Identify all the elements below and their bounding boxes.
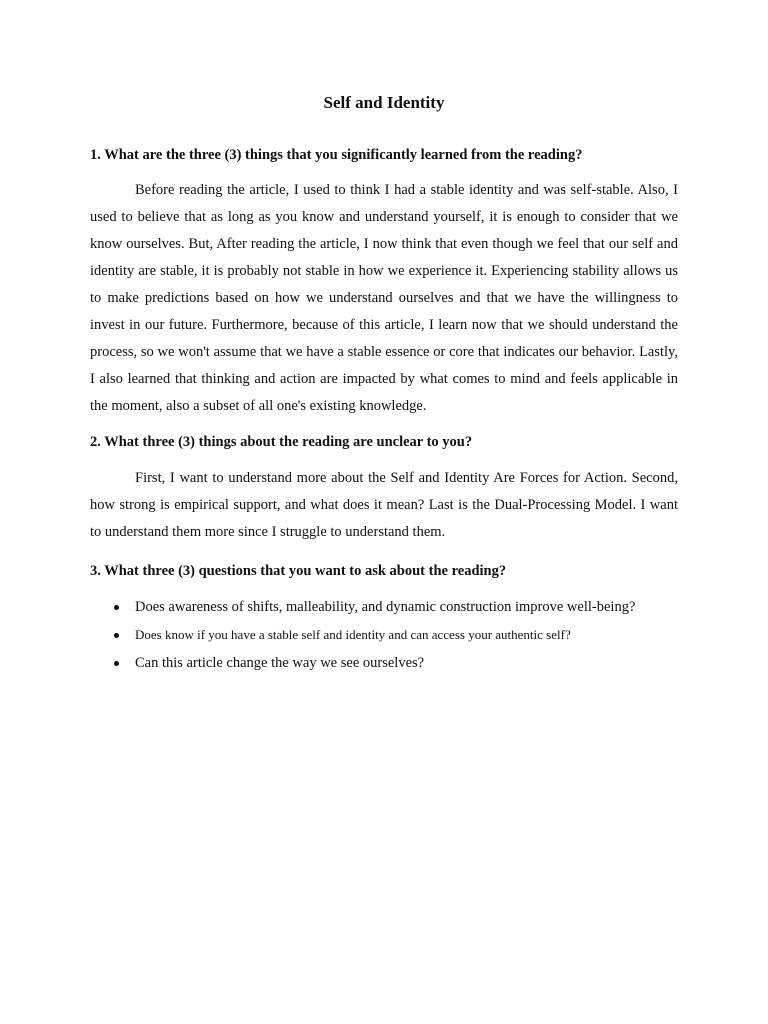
list-item bbox=[90, 653, 678, 673]
list-item bbox=[90, 597, 678, 617]
bullet-icon bbox=[114, 661, 119, 666]
document-page bbox=[90, 0, 678, 1024]
list-item-text: Does awareness of shifts, malleability, and dynamic construction improve well-being? bbox=[135, 599, 636, 615]
bullet-icon bbox=[114, 605, 119, 610]
bullet-icon bbox=[114, 633, 119, 638]
answer-2: First, I want to understand more about the Self and Identity Are Forces for Action. Second, how strong is empirical support, and what does it mean? Last is the Dual-Processing Model. I want to understand them more since I struggle to understand them. bbox=[90, 470, 678, 540]
document-title: Self and Identity bbox=[323, 93, 445, 112]
question-3: 3. What three (3) questions that you want to ask about the reading? bbox=[90, 563, 507, 579]
list-item-text: Does know if you have a stable self and identity and can access your authentic self? bbox=[135, 627, 571, 642]
question-2: 2. What three (3) things about the reading are unclear to you? bbox=[90, 434, 473, 450]
list-item bbox=[90, 625, 678, 645]
answer-1: Before reading the article, I used to think I had a stable identity and was self-stable. Also, I used to believe that as long as you know and understand yourself, it is enough to consider that we know ourselves. But, After reading the article, I now think that even though we feel that our self and identity are stable, it is probably not stable in how we experience it. Experiencing stability allows us to make predictions based on how we understand ourselves and that we have the willingness to invest in our future. Furthermore, because of this article, I learn now that we should understand the process, so we won't assume that we have a stable essence or core that indicates our behavior. Lastly, I also learned that thinking and action are impacted by what comes to mind and feels applicable in the moment, also a subset of all one's existing knowledge. bbox=[90, 182, 678, 414]
list-item-text: Can this article change the way we see ourselves? bbox=[135, 655, 425, 671]
question-list bbox=[90, 597, 678, 681]
question-1: 1. What are the three (3) things that you significantly learned from the reading? bbox=[90, 147, 583, 163]
